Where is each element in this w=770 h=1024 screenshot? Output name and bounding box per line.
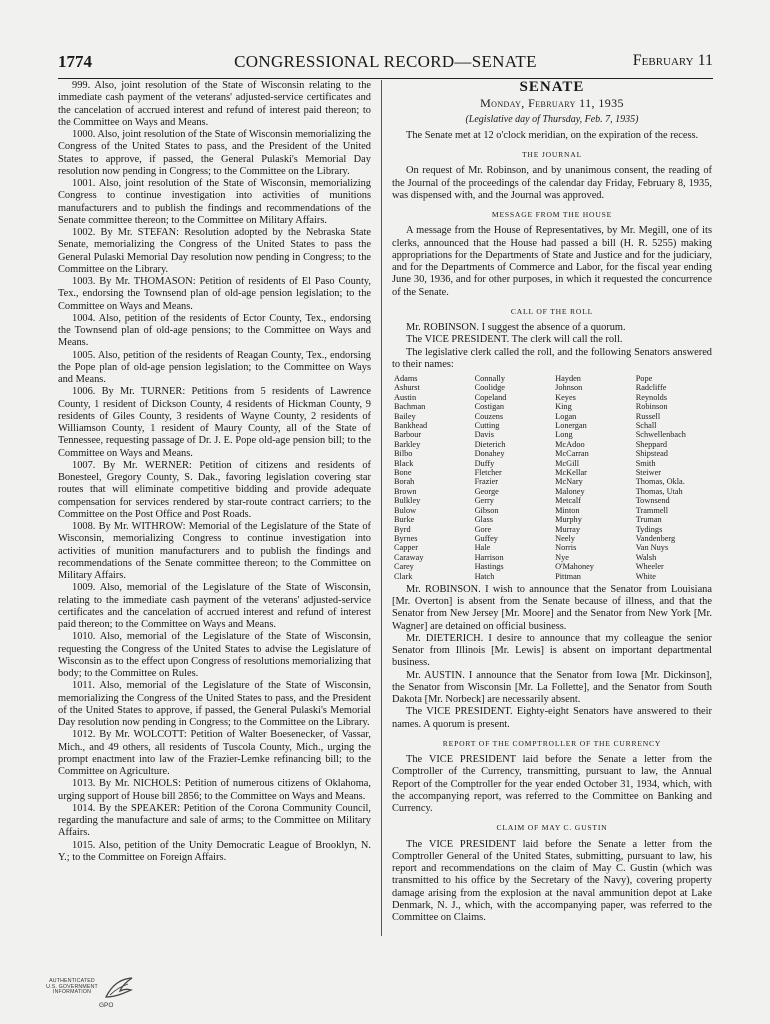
intro-paragraph: The Senate met at 12 o'clock meridian, on the expiration of the recess.	[406, 129, 699, 141]
petition-entry: 1007. By Mr. WERNER: Petition of citizens and residents of Bonesteel, Gregory County, S. Dak., favoring legislation covering star routes that will eliminate competitive bidding and provide adequate compensation for services rendered by star-route contract carriers; to the Committee on the Post Office and Post Roads.	[58, 459, 371, 520]
senator-name: Borah	[394, 477, 415, 487]
senator-name: McKellar	[555, 468, 587, 478]
roll-call-list	[394, 374, 712, 581]
absence-paragraph: Mr. AUSTIN. I announce that the Senator from Iowa [Mr. Dickinson], the Senator from Wisconsin [Mr. La Follette], and the Senator from South Dakota [Mr. Norbeck] are necessarily absent.	[392, 669, 712, 706]
senator-name: Neely	[555, 533, 575, 543]
senator-name: Reynolds	[635, 392, 668, 402]
senator-name: Cutting	[474, 421, 500, 431]
gustin-claim-paragraph: The VICE PRESIDENT laid before the Senate a letter from the Comptroller General of the United States, submitting, pursuant to law, his report and recommendations on the claim of May C. Gustin (which was transmitted to his office by the Secretary of the Navy), covering property damage arising from the explosion at the naval ammunition depot at Lake Denmark, N. J., which, with the accompanying paper, was referred to the Committee on Claims.	[392, 838, 712, 924]
senator-name: Shipstead	[635, 449, 668, 459]
petition-entry: 1011. Also, memorial of the Legislature of the State of Wisconsin, memorializing the Congress of the United States to pass, and the President of the United States to approve, if passed, the General Pulaski's Memorial Day resolution now pending in Congress; to the Committee on the Library.	[58, 680, 371, 728]
senator-name: McCarran	[555, 449, 589, 459]
petition-entry: 1009. Also, memorial of the Legislature of the State of Wisconsin, relating to the immediate cash payment of the veterans' adjusted-service certificates and the cancelation of accrued interest and refund of interest paid thereon; to the Committee on Ways and Means.	[58, 582, 371, 630]
senator-name: Schall	[635, 421, 657, 431]
senator-name: Donahey	[474, 449, 505, 459]
currency-report-heading: REPORT OF THE COMPTROLLER OF THE CURRENCY	[442, 738, 662, 748]
senator-name: Robinson	[635, 402, 668, 412]
senator-name: Couzens	[474, 411, 504, 421]
senator-name: Austin	[394, 392, 417, 402]
column-divider	[381, 80, 382, 936]
senator-name: Hale	[474, 543, 491, 553]
roll-call-column	[555, 374, 631, 581]
senator-name: Thomas, Okla.	[635, 477, 685, 487]
senator-name: Guffey	[474, 533, 498, 543]
senator-name: Long	[555, 430, 573, 440]
eagle-icon	[102, 975, 136, 1003]
senator-name: Metcalf	[555, 496, 581, 506]
legislative-day: (Legislative day of Thursday, Feb. 7, 1935)	[465, 113, 639, 125]
senator-name: Costigan	[474, 402, 505, 412]
senator-name: Gibson	[474, 505, 499, 515]
roll-call-column	[475, 374, 551, 581]
senator-name: Harrison	[474, 552, 504, 562]
gpo-label: GPO	[99, 1002, 114, 1009]
page-number: 1774	[58, 52, 92, 71]
senator-name: Davis	[474, 430, 494, 440]
senator-name: Truman	[635, 515, 662, 525]
senator-name: Steiwer	[635, 468, 662, 478]
senator-name: Pope	[635, 374, 653, 383]
house-message-paragraph: A message from the House of Representatives, by Mr. Megill, one of its clerks, announced that the House had passed a bill (H. R. 5255) making appropriations for the Departments of State and Justice and for the judiciary, and for the Departments of Commerce and Labor, for the fiscal year ending June 30, 1936, and for other purposes, in which it requested the concurrence of the Senate.	[392, 225, 712, 298]
senator-name: Barbour	[394, 430, 422, 440]
senator-name: Frazier	[474, 477, 499, 487]
journal-paragraph: On request of Mr. Robinson, and by unanimous consent, the reading of the Journal of the proceedings of the calendar day Friday, February 8, 1935, was dispensed with, and the Journal was approved.	[392, 165, 712, 201]
senator-name: Black	[394, 458, 414, 468]
senator-name: Bulkley	[394, 496, 421, 506]
senator-name: Trammell	[635, 505, 669, 515]
petition-entry: 1006. By Mr. TURNER: Petitions from 5 residents of Lawrence County, 1 resident of Dickson County, 4 residents of Hickman County, 9 residents of Giles County, 3 residents of Wayne County, 2 residents of Williamson County, 1 resident of Maury County, all of the State of Tennessee, requesting passage of Dr. J. E. Pope old-age pension bill; to the Committee on Ways and Means.	[58, 386, 371, 459]
senator-name: McNary	[555, 477, 583, 487]
senator-name: Dieterich	[474, 439, 506, 449]
petition-entry: 1013. By Mr. NICHOLS: Petition of numerous citizens of Oklahoma, urging support of House bill 2856; to the Committee on Ways and Means.	[58, 778, 371, 802]
senator-name: White	[635, 571, 656, 581]
senator-name: Ashurst	[394, 383, 420, 393]
senator-name: Bone	[394, 468, 412, 478]
senator-name: Duffy	[474, 458, 495, 468]
roll-call-paragraph: Mr. ROBINSON. I suggest the absence of a quorum.	[406, 322, 626, 333]
senator-name: Byrnes	[394, 533, 418, 543]
roll-call-heading: CALL OF THE ROLL	[510, 306, 594, 316]
senator-name: George	[474, 486, 499, 496]
quorum-paragraph: The VICE PRESIDENT. Eighty-eight Senators have answered to their names. A quorum is present.	[392, 706, 712, 730]
journal-heading: THE JOURNAL	[521, 150, 583, 159]
senator-name: Minton	[555, 505, 580, 515]
senator-name: Van Nuys	[635, 543, 669, 553]
senator-name: Caraway	[394, 552, 424, 562]
senator-name: Radcliffe	[635, 383, 667, 393]
gpo-authentication-seal	[44, 975, 136, 1015]
senator-name: Gore	[474, 524, 492, 534]
roll-call-paragraph: The VICE PRESIDENT. The clerk will call the roll.	[406, 334, 623, 346]
senator-name: Russell	[635, 411, 661, 421]
senator-name: Adams	[394, 374, 418, 383]
roll-call-column	[636, 374, 712, 581]
petition-entry: 1008. By Mr. WITHROW: Memorial of the Legislature of the State of Wisconsin, memorializing Congress to continue investigation into activities of munition manufacturers and to publish the findings and recommendations of the Senate committee thereon; to the Committee on Military Affairs.	[58, 521, 371, 581]
roll-call-paragraph: The legislative clerk called the roll, and the following Senators answered to their names:	[392, 346, 712, 370]
senator-name: Burke	[394, 515, 415, 525]
senator-name: Brown	[394, 486, 417, 496]
senator-name: O'Mahoney	[555, 562, 594, 572]
senator-name: Hayden	[555, 374, 581, 383]
senator-name: Capper	[394, 543, 418, 553]
senator-name: Thomas, Utah	[635, 486, 683, 496]
senator-name: Lonergan	[555, 421, 587, 431]
senator-name: Nye	[555, 552, 569, 562]
petition-entry: 1010. Also, memorial of the Legislature of the State of Wisconsin, requesting the Congress of the United States to advise the Legislature of Wisconsin as to the effect upon Congress of resolutions memorializing that body; to the Committee on Rules.	[58, 631, 371, 679]
senator-name: Keyes	[555, 392, 576, 402]
senator-name: Connally	[474, 374, 505, 383]
senator-name: Pittman	[555, 571, 581, 581]
roll-call-column	[394, 374, 470, 581]
session-date: Monday, February 11, 1935	[480, 96, 624, 111]
senator-name: Fletcher	[474, 468, 502, 478]
senator-name: McGill	[555, 458, 580, 468]
senator-name: Smith	[635, 458, 656, 468]
senator-name: Byrd	[394, 524, 411, 534]
senator-name: Bankhead	[394, 421, 428, 431]
senator-name: Murphy	[555, 515, 582, 525]
senator-name: Maloney	[555, 486, 585, 496]
petition-entry: 1000. Also, joint resolution of the State of Wisconsin memorializing the Congress of the United States to pass, and the President of the United States to approve, if passed, the General Pulaski's Memorial Day resolution now pending in Congress; to the Committee on the Library.	[58, 129, 371, 177]
petition-entry: 1001. Also, joint resolution of the State of Wisconsin, memorializing Congress to continue investigation into activities of munitions manufacturers and to publish the findings and recommendations of the Senate committee thereon; to the Committee on Military Affairs.	[58, 178, 371, 226]
senator-name: Hatch	[474, 571, 495, 581]
senator-name: Bulow	[394, 505, 417, 515]
absence-paragraph: Mr. DIETERICH. I desire to announce that my colleague the senior Senator from Illinois [Mr. Lewis] is absent on important departmental business.	[392, 632, 712, 669]
seal-text: AUTHENTICATED U.S. GOVERNMENT INFORMATION	[46, 978, 98, 996]
running-title: CONGRESSIONAL RECORD—SENATE	[234, 52, 537, 71]
gustin-claim-heading: CLAIM OF MAY C. GUSTIN	[496, 823, 608, 833]
house-message-heading: MESSAGE FROM THE HOUSE	[491, 210, 613, 219]
left-column	[58, 80, 371, 864]
senator-name: Carey	[394, 562, 414, 572]
petition-entry: 1015. Also, petition of the Unity Democratic League of Brooklyn, N. Y.; to the Committee on Foreign Affairs.	[58, 839, 371, 863]
senator-name: Wheeler	[635, 562, 664, 572]
senator-name: Logan	[555, 411, 577, 421]
senator-name: Norris	[555, 543, 577, 553]
senator-name: Bilbo	[394, 449, 413, 459]
senator-name: Bachman	[394, 402, 426, 412]
header-date: February 11	[632, 52, 713, 69]
senator-name: Sheppard	[635, 439, 668, 449]
senator-name: Schwellenbach	[635, 430, 686, 440]
section-title: SENATE	[519, 79, 585, 95]
absence-paragraph: Mr. ROBINSON. I wish to announce that the Senator from Louisiana [Mr. Overton] is absent from the Senate because of illness, and that the Senator from New Jersey [Mr. Moore] and the Senator from New York [Mr. Wagner] are detained on official business.	[392, 583, 712, 632]
petition-entry: 1012. By Mr. WOLCOTT: Petition of Walter Boesenecker, of Vassar, Mich., and 49 others, all residents of Tuscola County, Mich., urging the prompt enactment into law of the Frazier-Lemke refinancing bill; to the Committee on Agriculture.	[58, 729, 371, 777]
petition-entry: 1002. By Mr. STEFAN: Resolution adopted by the Nebraska State Senate, memorializing the Congress of the United States to pass the General Pulaski Memorial Day resolution now pending in Congress; to the Committee on the Library.	[58, 227, 371, 275]
petition-entry: 1004. Also, petition of the residents of Ector County, Tex., endorsing the Townsend plan of old-age pensions; to the Committee on Ways and Means.	[58, 312, 371, 349]
petition-entry: 1003. By Mr. THOMASON: Petition of residents of El Paso County, Tex., endorsing the Townsend plan of old-age pension legislation; to the Committee on Ways and Means.	[58, 276, 371, 312]
senator-name: Coolidge	[474, 383, 505, 393]
currency-report-paragraph: The VICE PRESIDENT laid before the Senate a letter from the Comptroller of the Currency, transmitting, pursuant to law, the Annual Report of the Comptroller for the year ended October 31, 1934, which, with the accompanying report, was referred to the Committee on Banking and Currency.	[392, 754, 712, 815]
senator-name: Walsh	[635, 552, 657, 562]
senator-name: Clark	[394, 571, 413, 581]
senator-name: Barkley	[394, 439, 421, 449]
page-header	[58, 52, 713, 79]
petition-entry: 1005. Also, petition of the residents of Reagan County, Tex., endorsing the Pope plan of old-age pension legislation; to the Committee on Ways and Means.	[58, 349, 371, 385]
senator-name: Glass	[474, 515, 493, 525]
senator-name: Tydings	[635, 524, 663, 534]
petition-entry: 999. Also, joint resolution of the State of Wisconsin relating to the immediate cash payment of the veterans' adjusted-service certificates and the cancelation of accrued interest and refund of interest paid thereon; to the Committee on Ways and Means.	[58, 80, 371, 128]
senator-name: Townsend	[635, 496, 670, 506]
senator-name: Copeland	[474, 392, 507, 402]
petition-entry: 1014. By the SPEAKER: Petition of the Corona Community Council, regarding the manufacture and sale of arms; to the Committee on Military Affairs.	[58, 802, 371, 839]
senator-name: King	[555, 402, 572, 412]
senator-name: Murray	[555, 524, 581, 534]
right-column	[392, 80, 712, 924]
senator-name: Vandenberg	[635, 533, 676, 543]
senator-name: McAdoo	[555, 439, 585, 449]
senator-name: Gerry	[474, 496, 494, 506]
senator-name: Bailey	[394, 411, 416, 421]
senator-name: Johnson	[555, 383, 583, 393]
senator-name: Hastings	[474, 562, 504, 572]
